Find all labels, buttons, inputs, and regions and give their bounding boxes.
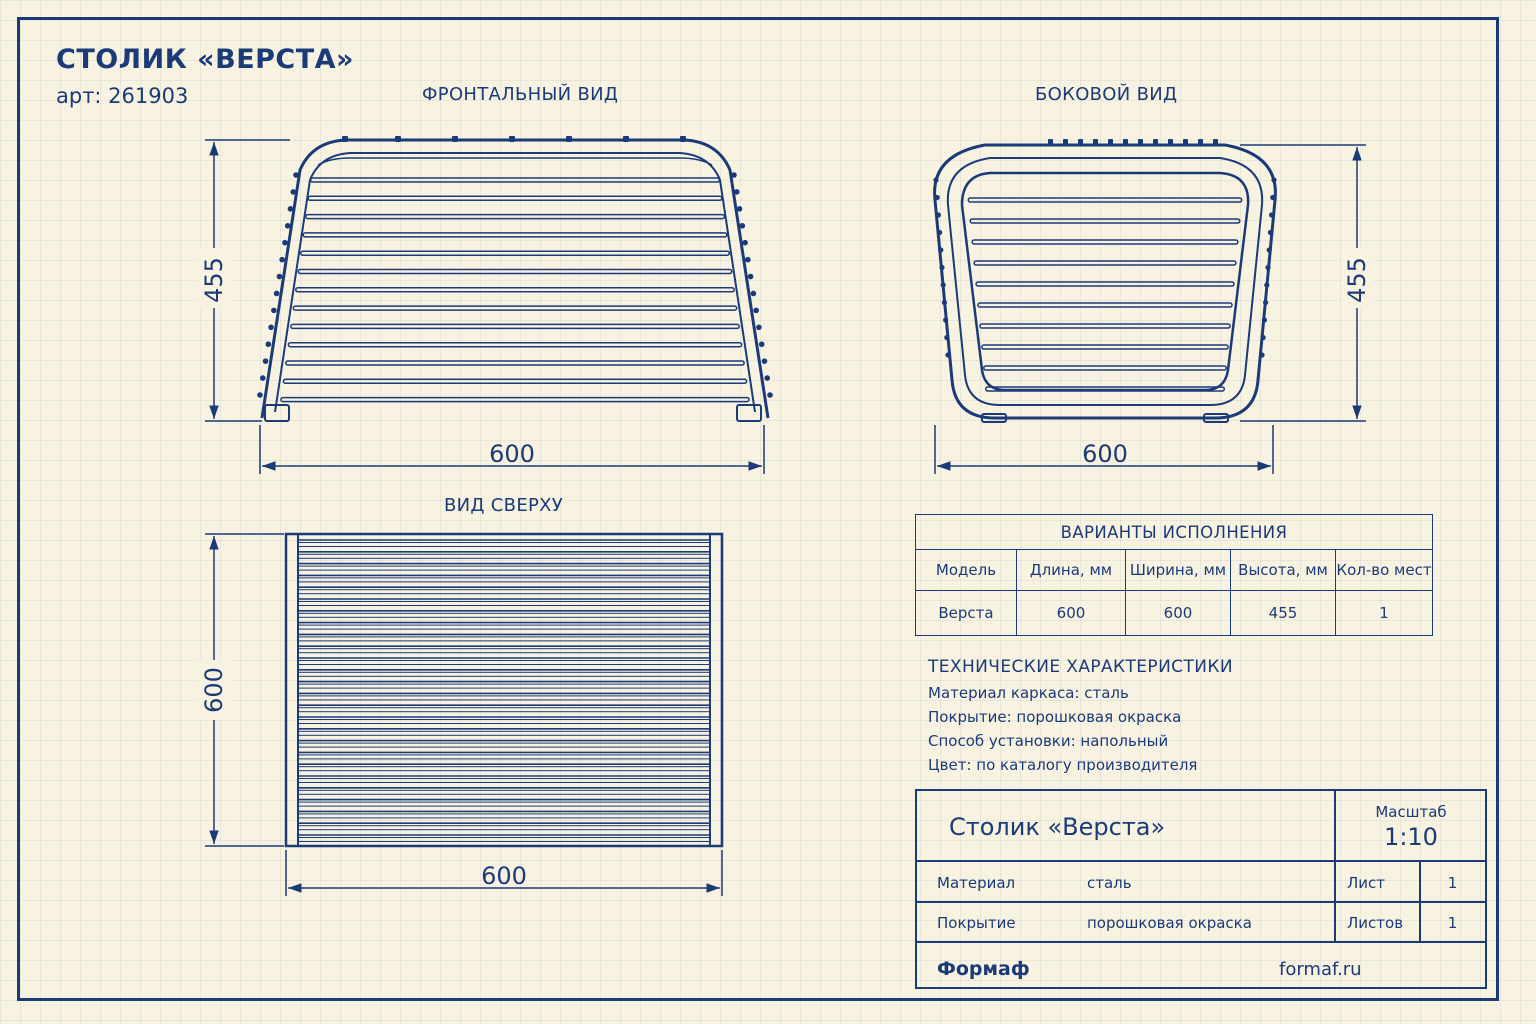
- cell-length: 600: [1017, 591, 1126, 636]
- top-slat-edge: [298, 790, 710, 794]
- front-slat: [298, 270, 731, 274]
- side-bolt: [1198, 139, 1203, 145]
- tech-line-color: Цвет: по каталогу производителя: [928, 756, 1198, 774]
- col-header-height: Высота, мм: [1231, 550, 1336, 591]
- top-slat-edge: [298, 554, 710, 558]
- front-bolt: [767, 392, 773, 398]
- tech-line-coating: Покрытие: порошковая окраска: [928, 708, 1182, 726]
- side-bolt: [1265, 265, 1270, 270]
- side-bolt: [1267, 247, 1272, 252]
- front-slat: [288, 343, 741, 347]
- top-slat-edge: [298, 566, 710, 570]
- front-slat: [303, 233, 727, 237]
- top-slat-edge: [298, 661, 710, 665]
- side-bolt: [1268, 230, 1273, 235]
- side-bolt: [1270, 195, 1275, 200]
- side-view-label: БОКОВОЙ ВИД: [1035, 84, 1178, 105]
- front-bolt: [731, 172, 737, 178]
- top-height-dim: 600: [200, 667, 228, 713]
- side-bolt: [937, 230, 942, 235]
- side-bolt: [1123, 139, 1128, 145]
- side-height-dim: 455: [1343, 257, 1371, 303]
- top-slat-edge: [298, 649, 710, 653]
- side-slat: [974, 261, 1236, 265]
- top-slat-edge: [298, 743, 710, 747]
- top-slat-edge: [298, 814, 710, 818]
- front-slat: [283, 379, 746, 383]
- top-width-dim: 600: [481, 862, 527, 890]
- side-slats: [968, 198, 1241, 391]
- top-slat-edge: [298, 672, 710, 676]
- side-slat: [984, 366, 1226, 370]
- front-bolt: [680, 136, 686, 142]
- top-slat-edge: [298, 625, 710, 629]
- front-bolt: [745, 257, 751, 263]
- side-bolt: [1263, 300, 1268, 305]
- side-bolt: [1063, 139, 1068, 145]
- side-bolt: [1213, 139, 1218, 145]
- tech-line-installation: Способ установки: напольный: [928, 732, 1169, 750]
- title-block-name: Столик «Верста»: [949, 813, 1166, 841]
- title-block: [915, 789, 1487, 989]
- top-slat-edge: [298, 720, 710, 724]
- front-height-dim: 455: [200, 257, 228, 303]
- front-bolt: [737, 206, 743, 212]
- front-bolt: [257, 392, 263, 398]
- sheets-value: 1: [1447, 914, 1458, 932]
- side-width-dim: 600: [1082, 440, 1128, 468]
- side-bolt: [943, 317, 948, 322]
- top-slat-edge: [298, 708, 710, 712]
- sheet-label: Лист: [1347, 874, 1386, 892]
- side-bolt: [1048, 139, 1053, 145]
- side-bolt: [1261, 335, 1266, 340]
- website: formaf.ru: [1279, 959, 1362, 980]
- front-bolt: [271, 308, 277, 314]
- tech-line-material: Материал каркаса: сталь: [928, 684, 1129, 702]
- coating-value: порошковая окраска: [1087, 914, 1252, 932]
- cell-model: Верста: [916, 591, 1017, 636]
- front-slat: [286, 361, 744, 365]
- top-slat-edge: [298, 637, 710, 641]
- front-width-dim: 600: [489, 440, 535, 468]
- front-bolt: [756, 325, 762, 331]
- cell-seats: 1: [1336, 591, 1433, 636]
- front-bolt: [748, 274, 754, 280]
- front-bolt: [764, 375, 770, 381]
- side-bolt: [935, 195, 940, 200]
- front-bolt: [260, 375, 266, 381]
- front-slat: [281, 398, 749, 402]
- variants-table: [915, 514, 1433, 636]
- side-slat: [970, 219, 1240, 223]
- top-slat-edge: [298, 838, 710, 842]
- front-foot-left: [265, 405, 289, 421]
- front-bolt: [342, 136, 348, 142]
- side-bolt: [1093, 139, 1098, 145]
- coating-label: Покрытие: [937, 914, 1016, 932]
- side-bolt: [1168, 139, 1173, 145]
- material-label: Материал: [937, 874, 1016, 892]
- side-bolt: [941, 282, 946, 287]
- front-bolt: [290, 189, 296, 195]
- side-bolt: [933, 177, 938, 182]
- col-header-width: Ширина, мм: [1126, 550, 1231, 591]
- side-bolt: [944, 335, 949, 340]
- side-bolt: [945, 352, 950, 357]
- top-slat-edge: [298, 696, 710, 700]
- side-bolt: [938, 247, 943, 252]
- col-header-seats: Кол-во мест: [1336, 550, 1433, 591]
- front-slat: [291, 324, 739, 328]
- side-bolt: [942, 300, 947, 305]
- front-slats: [281, 178, 749, 402]
- side-bolt: [1153, 139, 1158, 145]
- side-bolt: [1138, 139, 1143, 145]
- front-bolt: [762, 358, 768, 364]
- front-inner-frame: [275, 153, 755, 412]
- page-title: СТОЛИК «ВЕРСТА»: [56, 44, 355, 75]
- top-slat-edge: [298, 826, 710, 830]
- side-slat: [968, 198, 1241, 202]
- top-slat-edge: [298, 613, 710, 617]
- front-bolt: [293, 172, 299, 178]
- side-bolt: [936, 212, 941, 217]
- side-bolt: [1269, 212, 1274, 217]
- col-header-length: Длина, мм: [1017, 550, 1126, 591]
- top-slat-edge: [298, 590, 710, 594]
- company-name: Формаф: [937, 958, 1030, 980]
- side-dimensions: [935, 145, 1366, 474]
- top-slats: [298, 540, 710, 842]
- front-bolt: [263, 358, 269, 364]
- side-slat: [978, 303, 1232, 307]
- front-bolt: [751, 291, 757, 297]
- sheet-value: 1: [1447, 874, 1458, 892]
- front-bolt: [740, 223, 746, 229]
- tech-title: ТЕХНИЧЕСКИЕ ХАРАКТЕРИСТИКИ: [928, 657, 1233, 677]
- side-slat: [976, 282, 1234, 286]
- top-slat-edge: [298, 767, 710, 771]
- top-slat-edge: [298, 602, 710, 606]
- table-row: [916, 591, 1433, 636]
- top-slat-edge: [298, 543, 710, 547]
- front-bolt: [753, 308, 759, 314]
- front-bolt: [734, 189, 740, 195]
- front-view-label: ФРОНТАЛЬНЫЙ ВИД: [422, 84, 619, 105]
- front-bolt: [509, 136, 515, 142]
- cell-height: 455: [1231, 591, 1336, 636]
- top-slat-edge: [298, 684, 710, 688]
- front-bolt: [285, 223, 291, 229]
- front-bolt: [759, 341, 765, 347]
- cell-width: 600: [1126, 591, 1231, 636]
- front-dimensions: [205, 140, 764, 474]
- side-bolt: [1262, 317, 1267, 322]
- side-bolt: [1259, 352, 1264, 357]
- side-slat: [980, 324, 1230, 328]
- front-bolt: [742, 240, 748, 246]
- front-slat: [306, 215, 725, 219]
- side-bolt: [1078, 139, 1083, 145]
- front-bolt: [279, 257, 285, 263]
- side-bolt: [939, 265, 944, 270]
- front-bolts: [257, 136, 773, 398]
- front-view-drawing: [257, 136, 773, 421]
- front-slat: [293, 306, 736, 310]
- material-value: сталь: [1087, 874, 1132, 892]
- scale-label: Масштаб: [1375, 803, 1447, 821]
- side-bolt: [1264, 282, 1269, 287]
- front-bolt: [566, 136, 572, 142]
- front-bolt: [277, 274, 283, 280]
- front-bolt: [274, 291, 280, 297]
- top-slat-edge: [298, 779, 710, 783]
- front-bolt: [452, 136, 458, 142]
- front-bolt: [288, 206, 294, 212]
- front-slat: [296, 288, 734, 292]
- top-view-label: ВИД СВЕРХУ: [444, 495, 564, 516]
- side-slat: [982, 345, 1228, 349]
- top-slat-edge: [298, 578, 710, 582]
- article-number: арт: 261903: [56, 84, 189, 108]
- front-foot-right: [737, 405, 761, 421]
- sheets-label: Листов: [1347, 914, 1404, 932]
- side-bolt: [1108, 139, 1113, 145]
- top-slat-edge: [298, 731, 710, 735]
- front-bolt: [623, 136, 629, 142]
- front-slat: [301, 251, 730, 255]
- variants-caption: ВАРИАНТЫ ИСПОЛНЕНИЯ: [916, 515, 1433, 550]
- front-slat: [311, 178, 720, 182]
- side-view-drawing: [933, 139, 1276, 422]
- top-slat-edge: [298, 802, 710, 806]
- top-view-drawing: [286, 534, 722, 846]
- front-bolt: [395, 136, 401, 142]
- front-slat: [308, 196, 722, 200]
- top-slat-edge: [298, 755, 710, 759]
- front-bolt: [266, 341, 272, 347]
- side-bolt: [1271, 177, 1276, 182]
- side-slat: [972, 240, 1238, 244]
- side-bolt: [1183, 139, 1188, 145]
- scale-value: 1:10: [1384, 823, 1438, 851]
- front-bolt: [282, 240, 288, 246]
- col-header-model: Модель: [916, 550, 1017, 591]
- front-bolt: [268, 325, 274, 331]
